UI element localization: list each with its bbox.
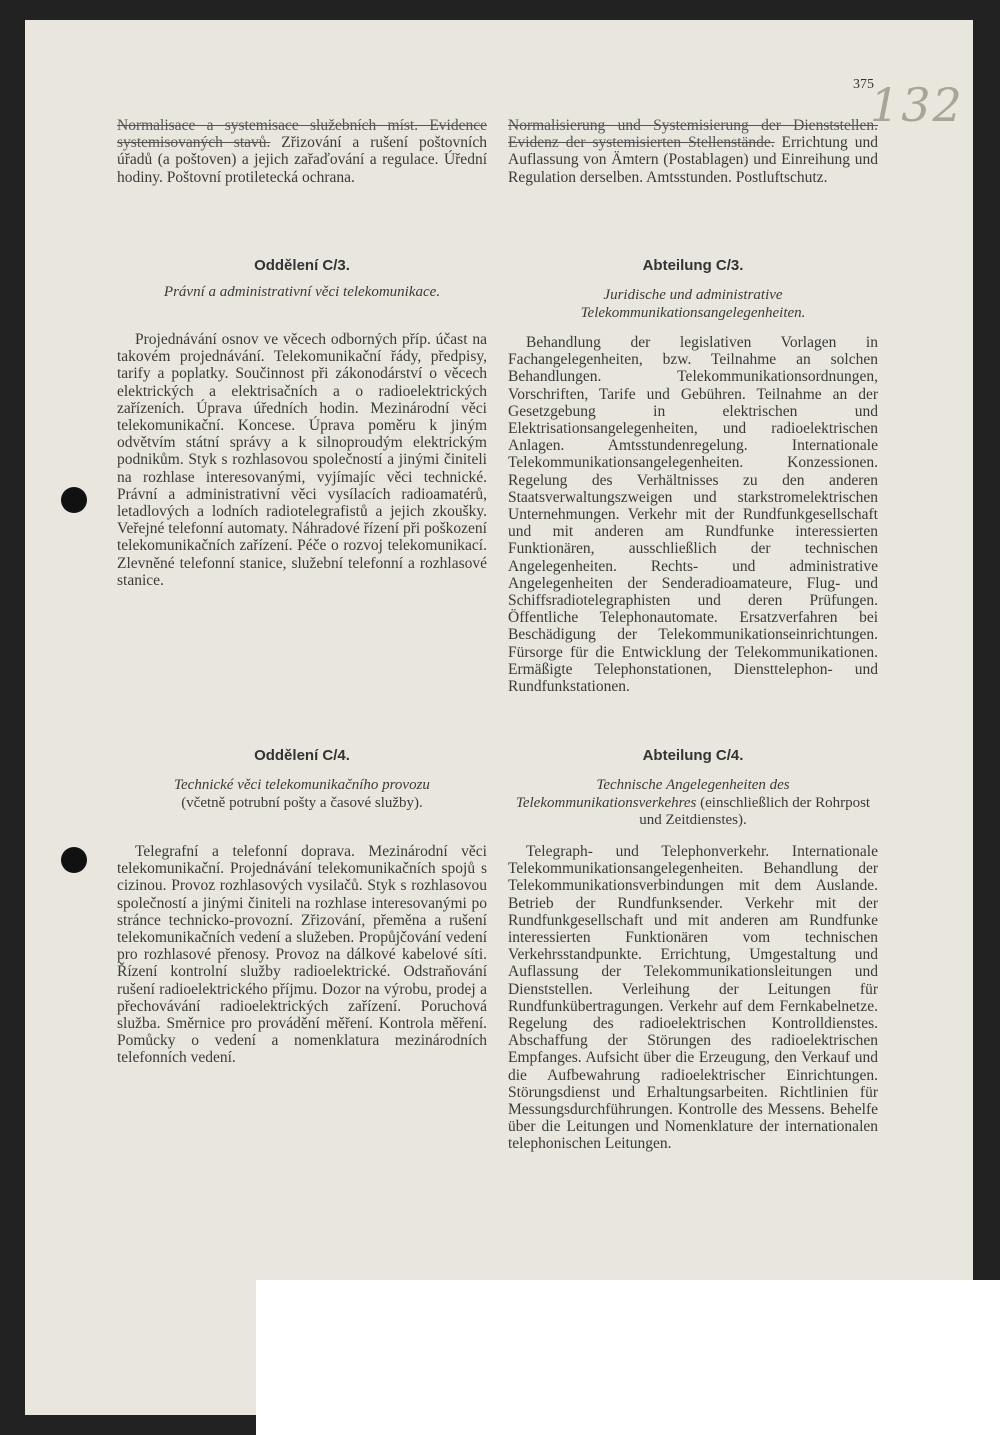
heading-c3-de: Abteilung C/3. xyxy=(642,257,744,274)
body-c4-cs-text: Telegrafní a telefonní doprava. Mezinárodní věci telekomunikační. Projednávání telekomunikačních spojů s cizinou. Provoz rozhlasových vysilačů. Styk s rozhlasovou společností a jinými činiteli na rozhlase interesovanými po stránce technicko-provozní. Zřizování, přeměna a rušení telekomunikačních vedení a služeben. Propůjčování vedení pro rozhlasové přenosy. Provoz na dálkové kabelové síti. Řízení kontrolní služby radioelektrické. Odstraňování rušení radioelektrického příjmu. Dozor na výrobu, prodej a přechovávání radioelektrických zařízení. Poruchová služba. Směrnice pro provádění měření. Kontrola měření. Pomůcky o vedení a nomenklatura mezinárodních telefonních vedení. xyxy=(117,843,487,1067)
punch-hole xyxy=(61,487,87,513)
top-paragraph-cs xyxy=(117,117,487,186)
subtitle-c4-de-italic: Technische Angelegenheiten des Telekommunikationsverkehres xyxy=(515,777,790,811)
body-c3-cs xyxy=(117,331,487,589)
top-text-cs: Zřizování a rušení poštovních úřadů (a poštoven) a jejich zařaďování a regulace. Úřední hodiny. Poštovní protiletecká ochrana. xyxy=(117,134,487,186)
heading-c3-cs: Oddělení C/3. xyxy=(254,257,350,274)
body-c3-de-text: Behandlung der legislativen Vorlagen in Fachangelegenheiten, bzw. Teilnahme an solchen Behandlungen. Telekommunikationsordnungen, Vorschriften, Tarife und Gebühren. Teilnahme an der Gesetzgebung in elektrischen und Elektrisationsangelegenheiten, und radioelektrischen Anlagen. Amtsstundenregelung. Internationale Telekommunikationsangelegenheiten. Konzessionen. Regelung des Verhältnisses zu den anderen Staatsverwaltungszweigen und starkstromelektrischen Unternehmungen. Verkehr mit der Rundfunkgesellschaft und mit anderen am Rundfunke interessierten Funktionären, ausschließlich der technischen Angelegenheiten. Rechts- und administrative Angelegenheiten der Senderadioamateure, Flug- und Schiffsradiotelegraphisten und deren Prüfungen. Öffentliche Telephonautomate. Ersatzverfahren bei Beschädigung der Telekommunikationseinrichtungen. Fürsorge für die Entwicklung der Telekommunikationen. Ermäßigte Telephonstationen, Diensttelephon- und Rundfunkstationen. xyxy=(508,334,878,696)
heading-c4-de: Abteilung C/4. xyxy=(642,747,744,764)
punch-hole xyxy=(61,847,87,873)
subtitle-c4-cs-plain: (včetně potrubní pošty a časové služby). xyxy=(181,794,423,811)
subtitle-c4-cs xyxy=(117,777,487,812)
document-page xyxy=(25,20,973,1415)
subtitle-c4-cs-italic: Technické věci telekomunikačního provozu xyxy=(174,777,430,793)
subtitle-c4-de xyxy=(508,777,878,830)
subtitle-c3-cs: Právní a administrativní věci telekomunikace. xyxy=(163,284,441,300)
subtitle-c3-de: Juridische und administrative Telekommunikationsangelegenheiten. xyxy=(580,287,806,321)
body-c4-cs xyxy=(117,843,487,1067)
body-c4-de xyxy=(508,843,878,1153)
struck-text-cs: Normalisace a systemisace služebních míst. Evidence systemisovaných stavů. xyxy=(117,117,487,152)
struck-text-de: Normalisierung und Systemisierung der Dienststellen. Evidenz der systemisierten Stellenstände. xyxy=(508,117,878,152)
handwritten-number: 132 xyxy=(870,78,964,132)
blank-overlay xyxy=(256,1280,1000,1435)
body-c3-cs-text: Projednávání osnov ve věcech odborných příp. účast na takovém projednávání. Telekomunikační řády, předpisy, tarify a poplatky. Součinnost při zákonodárství o věcech elektrických a elektrisačních a o radioelektrických zařízeních. Úprava úředních hodin. Mezinárodní věci telekomunikační. Koncese. Úprava poměru k jiným odvětvím státní správy a k silnoproudým elektrickým podnikům. Styk s rozhlasovou společností a jinými činiteli na rozhlase interesovanými, vyjímajíc věci technické. Právní a administrativní věci vysílacích radioamatérů, letadlových a lodních radiotelegrafistů a jejich zkoušky. Veřejné telefonní automaty. Náhradové řízení při poškození telekomunikačních zařízení. Péče o rozvoj telekomunikací. Zlevněné telefonní stanice, služební telefonní a rozhlasové stanice. xyxy=(117,331,487,589)
body-c4-de-text: Telegraph- und Telephonverkehr. Internationale Telekommunikationsangelegenheiten. Behandlung der Telekommunikationsverbindungen mit dem Auslande. Betrieb der Rundfunksender. Verkehr mit der Rundfunkgesellschaft und mit anderen am Rundfunke interessierten Funktionären vom technischen Verkehrsstandpunkte. Errichtung, Umgestaltung und Auflassung der Telekommunikationsleitungen und Dienststellen. Verleihung der Leitungen für Rundfunkübertragungen. Verkehr auf dem Fernkabelnetze. Regelung des radioelektrischen Kontrolldienstes. Abschaffung der Störungen des radioelektrischen Empfanges. Aufsicht über die Erzeugung, den Verkauf und die Aufbewahrung radioelektrischer Einrichtungen. Störungsdienst und Erhaltungsarbeiten. Richtlinien für Messungsdurchführungen. Kontrolle des Messens. Behelfe über die Leitungen und Nomenklature der internationalen telephonischen Leitungen. xyxy=(508,843,878,1153)
page-number: 375 xyxy=(853,77,874,92)
body-c3-de xyxy=(508,334,878,695)
subtitle-c4-de-plain: (einschließlich der Rohrpost und Zeitdienstes). xyxy=(639,794,871,828)
top-paragraph-de xyxy=(508,117,878,186)
top-text-de: Errichtung und Auflassung von Ämtern (Postablagen) und Einreihung und Regulation derselben. Amtsstunden. Postluftschutz. xyxy=(508,134,878,186)
heading-c4-cs: Oddělení C/4. xyxy=(254,747,350,764)
